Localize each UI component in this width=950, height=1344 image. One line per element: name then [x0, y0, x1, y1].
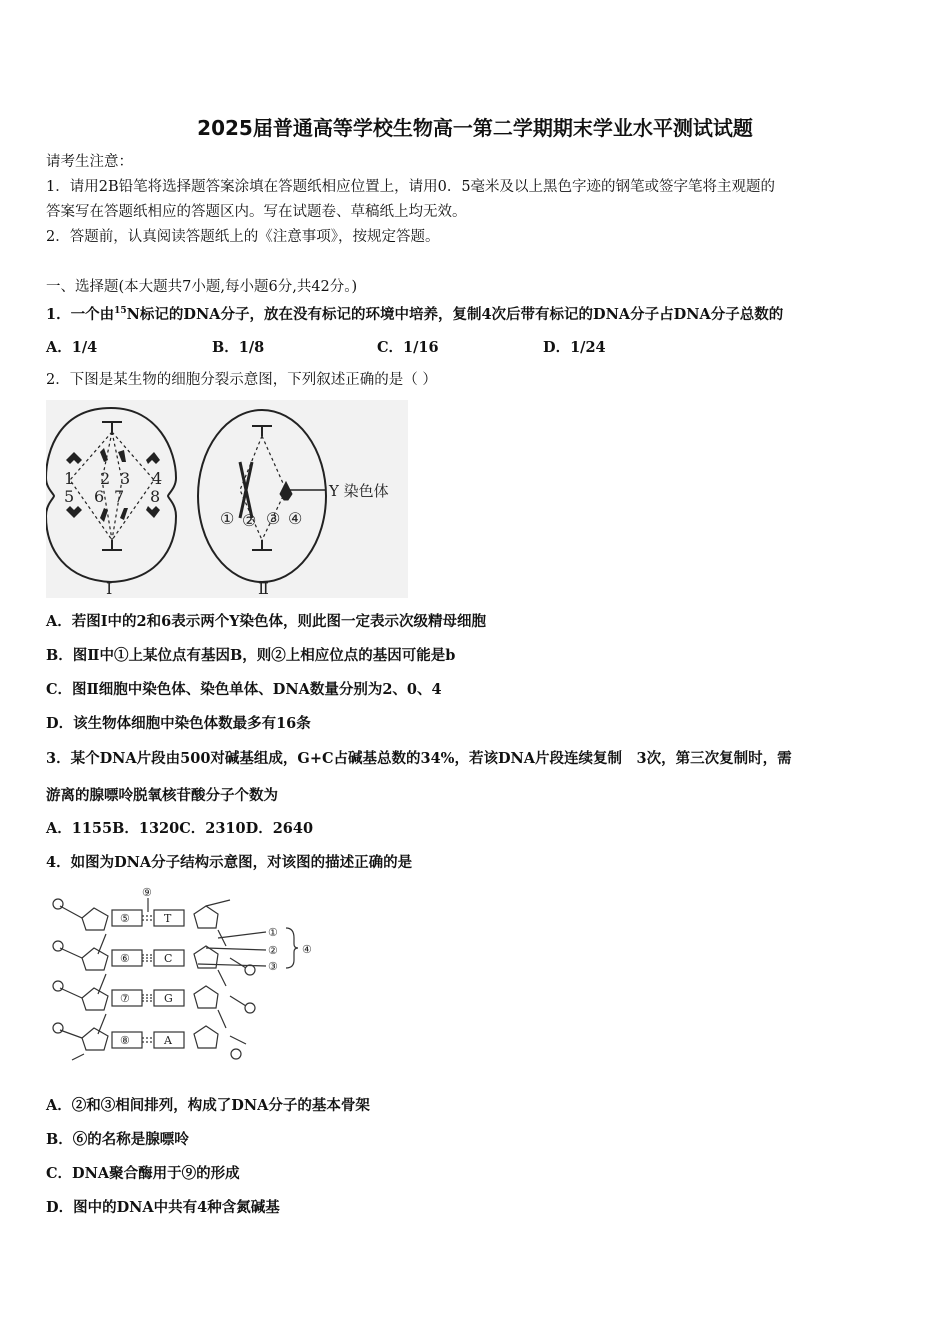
q2-option-a: A．若图Ⅰ中的2和6表示两个Y染色体，则此图一定表示次级精母细胞 [46, 613, 487, 630]
dna-base-g: G [164, 992, 173, 1005]
dna-base-a: A [164, 1034, 172, 1047]
cell-one-label: Ⅰ [106, 579, 113, 598]
dna-label-5: ⑤ [120, 912, 130, 925]
q2-option-c: C．图Ⅱ细胞中染色体、染色单体、DNA数量分别为2、0、4 [46, 681, 442, 698]
dna-label-2: ② [268, 944, 278, 957]
dna-label-8: ⑧ [120, 1034, 130, 1047]
notice-heading: 请考生注意： [46, 154, 133, 170]
q4-option-b: B．⑥的名称是腺嘌呤 [46, 1131, 189, 1148]
q3-options: A．1155B．1320C．2310D．2640 [46, 820, 314, 837]
dna-label-4: ④ [302, 943, 312, 956]
cell-two-number-1: ① [220, 509, 235, 528]
page-title: 2025届普通高等学校生物高一第二学期期末学业水平测试试题 [197, 116, 753, 140]
q1-option-b: B．1/8 [212, 339, 265, 356]
q4-option-c: C．DNA聚合酶用于⑨的形成 [46, 1165, 240, 1182]
q1-option-d: D．1/24 [543, 339, 606, 356]
q1-option-c: C．1/16 [377, 339, 439, 356]
q2-option-b: B．图Ⅱ中①上某位点有基因B，则②上相应位点的基因可能是b [46, 647, 456, 664]
q4-option-d: D．图中的DNA中共有4种含氮碱基 [46, 1199, 280, 1216]
dna-structure-figure [46, 884, 322, 1068]
dna-label-1: ① [268, 926, 278, 939]
dna-base-t: T [164, 912, 172, 925]
y-chromosome-label: Y 染色体 [329, 482, 389, 500]
cell-one-number-8: 8 [150, 487, 161, 506]
cell-one-number-1: 1 [64, 469, 75, 488]
q1-isotope-superscript: 15 [114, 306, 127, 316]
cell-two-number-4: ④ [288, 509, 303, 528]
section-heading: 一、选择题(本大题共7小题,每小题6分,共42分。) [46, 279, 358, 295]
cell-one-number-6: 6 [94, 487, 105, 506]
cell-division-figure [46, 400, 408, 598]
q1-stem [46, 301, 783, 325]
notice-line-2: 答案写在答题纸相应的答题区内。写在试题卷、草稿纸上均无效。 [46, 204, 467, 220]
notice-line-1: 1．请用2B铅笔将选择题答案涂填在答题纸相应位置上，请用0．5毫米及以上黑色字迹的钢笔或签字笔将主观题的 [46, 179, 776, 195]
notice-line-3: 2．答题前，认真阅读答题纸上的《注意事项》，按规定答题。 [46, 229, 440, 245]
dna-label-3: ③ [268, 960, 278, 973]
cell-one-number-2: 2 [100, 469, 111, 488]
cell-one-number-5: 5 [64, 487, 75, 506]
dna-base-c: C [164, 952, 173, 965]
cell-one-number-3: 3 [120, 469, 131, 488]
q4-stem: 4．如图为DNA分子结构示意图，对该图的描述正确的是 [46, 854, 413, 871]
q2-option-d: D．该生物体细胞中染色体数最多有16条 [46, 715, 311, 732]
q2-stem: 2．下图是某生物的细胞分裂示意图，下列叙述正确的是（ ） [46, 372, 437, 388]
cell-one-number-4: 4 [152, 469, 163, 488]
dna-label-6: ⑥ [120, 952, 130, 965]
q1-option-a: A．1/4 [46, 339, 98, 356]
cell-two-label: Ⅱ [258, 579, 269, 598]
q3-stem-line-2: 游离的腺嘌呤脱氧核苷酸分子个数为 [46, 787, 278, 804]
dna-label-7: ⑦ [120, 992, 130, 1005]
cell-one-number-7: 7 [114, 487, 125, 506]
q1-stem-pre: 1．一个由 [46, 305, 115, 323]
q1-stem-post: N标记的DNA分子，放在没有标记的环境中培养，复制4次后带有标记的DNA分子占DNA分子总数的 [126, 305, 784, 323]
q4-option-a: A．②和③相间排列，构成了DNA分子的基本骨架 [46, 1097, 370, 1114]
dna-label-9: ⑨ [142, 886, 152, 899]
q3-stem-line-1: 3．某个DNA片段由500对碱基组成，G+C占碱基总数的34%，若该DNA片段连续复制 3次，第三次复制时，需 [46, 750, 792, 767]
cell-two-number-2: ② [242, 511, 257, 530]
cell-two-number-3: ③ [266, 509, 281, 528]
